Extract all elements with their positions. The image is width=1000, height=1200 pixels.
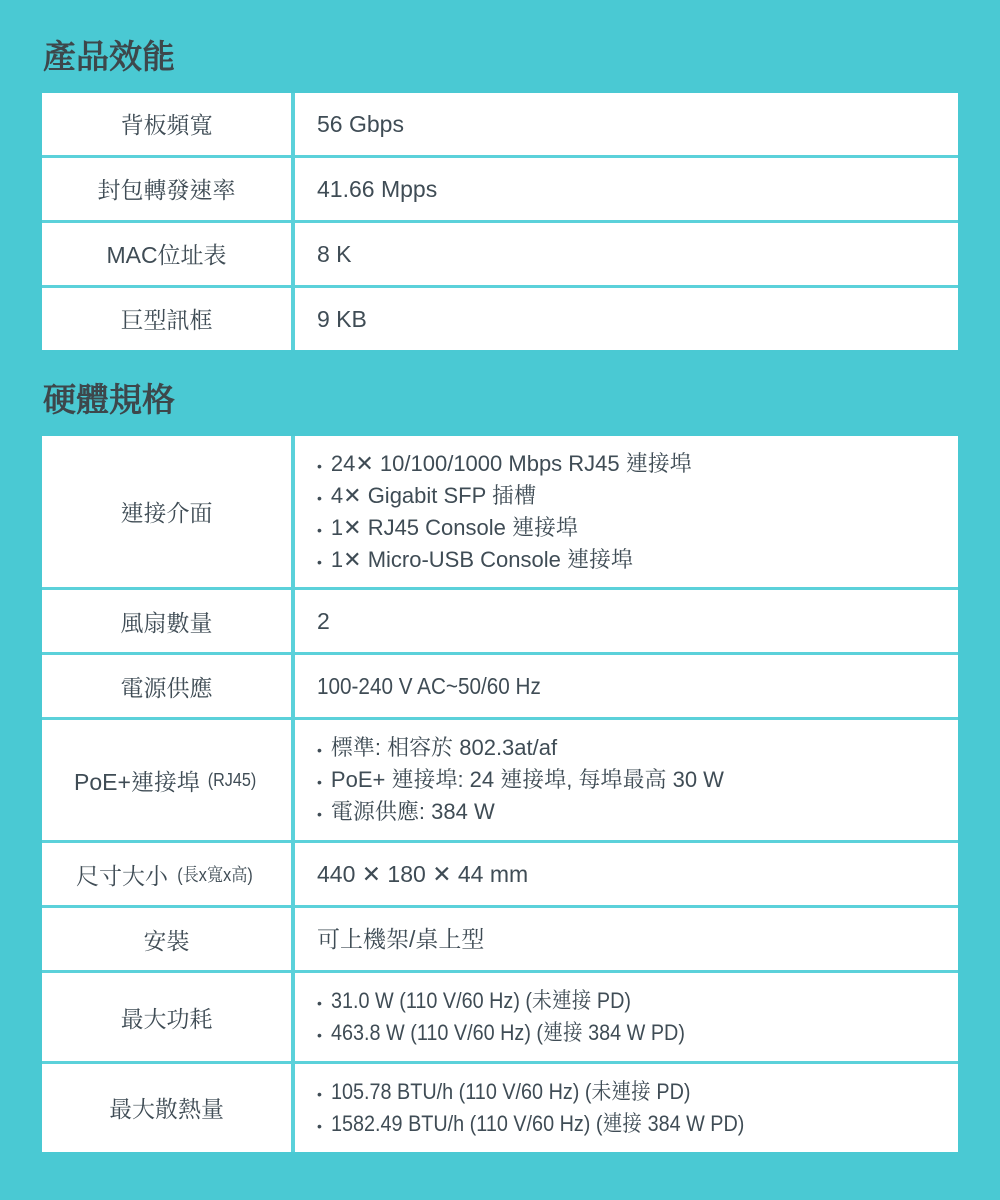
bullet-text: 標準: 相容於 802.3at/af <box>330 735 558 761</box>
section-title-performance: 產品效能 <box>43 38 175 75</box>
bullet-text: 463.8 W (110 V/60 Hz) (連接 384 W PD) <box>330 1020 685 1045</box>
spec-label-note: (RJ45) <box>207 769 257 790</box>
table-row-dimensions <box>42 843 958 905</box>
performance-table <box>42 93 958 350</box>
spec-value <box>295 973 958 1061</box>
bullet-list <box>317 1076 936 1140</box>
bullet-icon: • <box>317 806 322 823</box>
spec-value <box>295 655 958 717</box>
table-row-fan-quantity <box>42 590 958 652</box>
list-item <box>317 764 936 796</box>
bullet-text: 電源供應: 384 W <box>330 799 495 825</box>
spec-label <box>42 93 291 155</box>
bullet-text: 4✕ Gigabit SFP 插槽 <box>330 482 537 508</box>
bullet-icon: • <box>317 457 322 474</box>
spec-value-text: 440 ✕ 180 ✕ 44 mm <box>317 861 529 888</box>
spec-value-text: 2 <box>317 608 330 635</box>
bullet-icon: • <box>317 742 322 759</box>
bullet-icon: • <box>317 1027 322 1043</box>
table-row-backplane-bandwidth <box>42 93 958 155</box>
table-row-max-heat-dissipation <box>42 1064 958 1152</box>
spec-value <box>295 93 958 155</box>
bullet-icon: • <box>317 774 322 791</box>
spec-label <box>42 590 291 652</box>
list-item <box>317 544 936 576</box>
spec-label-text: 最大功耗 <box>120 1005 213 1032</box>
spec-value-text: 可上機架/桌上型 <box>317 926 485 953</box>
table-row-power-supply <box>42 655 958 717</box>
spec-label <box>42 655 291 717</box>
spec-value-text: 56 Gbps <box>317 110 404 137</box>
spec-value <box>295 1064 958 1152</box>
spec-value-text: 41.66 Mpps <box>317 175 438 202</box>
list-item <box>317 1017 936 1049</box>
spec-value <box>295 288 958 350</box>
bullet-icon: • <box>317 995 322 1012</box>
table-row-mac-address-table <box>42 223 958 285</box>
spec-value <box>295 590 958 652</box>
spec-value <box>295 223 958 285</box>
bullet-list <box>317 448 936 576</box>
spec-label <box>42 908 291 970</box>
spec-value-text: 8 K <box>317 240 352 267</box>
bullet-icon: • <box>317 489 322 506</box>
bullet-icon: • <box>317 553 322 570</box>
spec-label-text: 最大散熱量 <box>109 1096 224 1123</box>
list-item <box>317 985 936 1017</box>
hardware-table <box>42 436 958 1152</box>
bullet-text: 1582.49 BTU/h (110 V/60 Hz) (連接 384 W PD) <box>330 1110 745 1136</box>
bullet-text: 1✕ Micro-USB Console 連接埠 <box>330 546 633 572</box>
bullet-text: 31.0 W (110 V/60 Hz) (未連接 PD) <box>330 988 631 1014</box>
spec-label <box>42 720 291 840</box>
spec-label <box>42 843 291 905</box>
spec-label <box>42 158 291 220</box>
list-item <box>317 1108 936 1140</box>
spec-value-text: 100-240 V AC~50/60 Hz <box>317 673 541 700</box>
spec-value <box>295 720 958 840</box>
spec-label-text: 尺寸大小 <box>76 862 168 889</box>
bullet-text: 1✕ RJ45 Console 連接埠 <box>330 514 578 540</box>
list-item <box>317 512 936 544</box>
spec-label-text: 電源供應 <box>120 674 213 701</box>
table-row-mounting <box>42 908 958 970</box>
spec-value-text: 9 KB <box>317 305 367 332</box>
table-row-jumbo-frame <box>42 288 958 350</box>
spec-value <box>295 908 958 970</box>
spec-label-text: 連接介面 <box>120 500 213 527</box>
bullet-list <box>317 732 936 828</box>
spec-label-text: 背板頻寬 <box>120 112 213 139</box>
spec-value <box>295 843 958 905</box>
spec-value <box>295 158 958 220</box>
spec-label-text: 風扇數量 <box>120 609 213 636</box>
bullet-icon: • <box>317 1117 322 1134</box>
table-row-interfaces <box>42 436 958 588</box>
spec-label-note: (長x寬x高) <box>177 865 253 886</box>
bullet-text: 105.78 BTU/h (110 V/60 Hz) (未連接 PD) <box>330 1078 691 1104</box>
bullet-list <box>317 985 936 1049</box>
table-row-max-power-consumption <box>42 973 958 1061</box>
spec-value <box>295 436 958 588</box>
section-title-hardware: 硬體規格 <box>43 380 175 418</box>
spec-label <box>42 223 291 285</box>
list-item <box>317 732 936 764</box>
spec-label <box>42 436 291 588</box>
list-item <box>317 796 936 828</box>
spec-label-text: 封包轉發速率 <box>97 177 236 204</box>
bullet-icon: • <box>317 1085 322 1102</box>
bullet-text: PoE+ 連接埠: 24 連接埠, 每埠最高 30 W <box>330 767 724 793</box>
spec-label-text: PoE+連接埠 <box>74 768 200 795</box>
table-row-poe-ports <box>42 720 958 840</box>
spec-label <box>42 288 291 350</box>
section-hardware-specs <box>42 381 958 1152</box>
table-row-packet-forwarding-rate <box>42 158 958 220</box>
spec-label-text: 巨型訊框 <box>120 307 213 334</box>
spec-label <box>42 973 291 1061</box>
spec-label-text: MAC位址表 <box>106 242 227 269</box>
list-item <box>317 480 936 512</box>
list-item <box>317 1076 936 1108</box>
spec-label-text: 安裝 <box>143 927 190 954</box>
spec-label <box>42 1064 291 1152</box>
bullet-text: 24✕ 10/100/1000 Mbps RJ45 連接埠 <box>330 450 692 476</box>
section-product-performance <box>42 38 958 350</box>
list-item <box>317 448 936 480</box>
bullet-icon: • <box>317 521 322 538</box>
